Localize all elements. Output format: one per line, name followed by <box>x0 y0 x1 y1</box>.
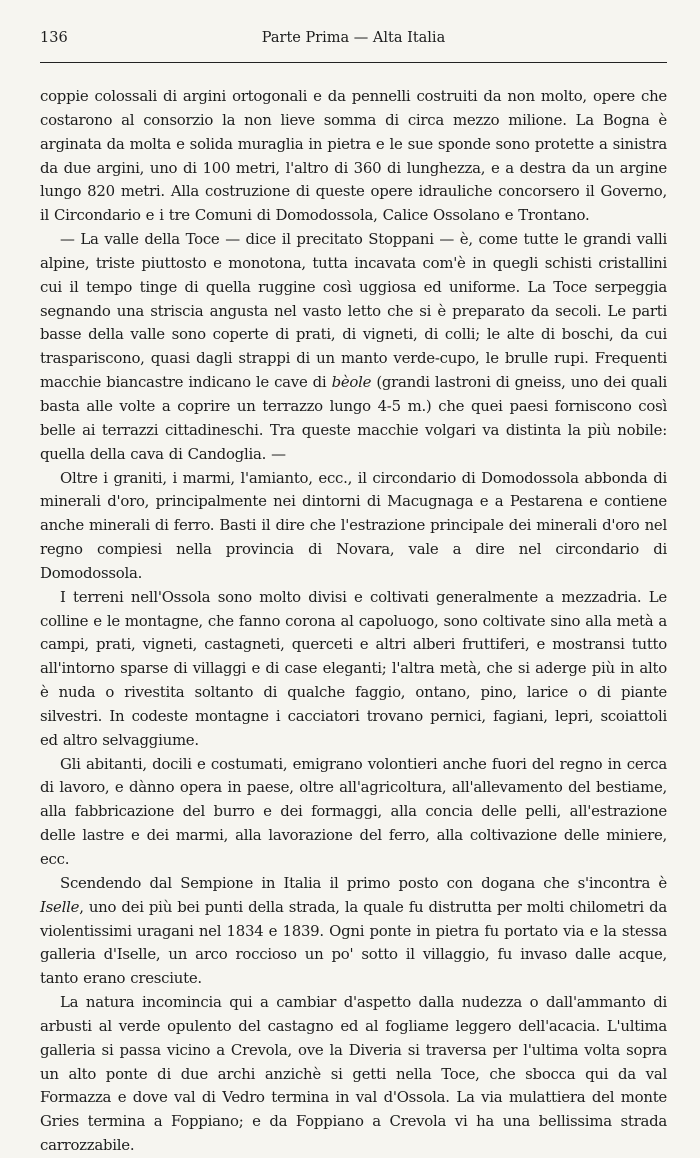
italic-term: bèole <box>331 373 372 392</box>
body-text <box>40 85 667 1158</box>
header-rule <box>40 62 667 63</box>
text-span: — La valle della Toce — dice il precitato Stoppani — è, come tutte le grandi valli alpine, triste piuttosto e monotona, tutta incavata com'è in quegli schisti cristallini cui il tempo tinge di quella ruggine così uggiosa ed uniforme. La Toce serpeggia segnando una striscia angusta nel vasto letto che si è preparato da secoli. Le parti basse della valle sono coperte di prati, di vigneti, di colli; le alte di boschi, da cui traspariscono, quasi dagli strappi di un manto verde-cupo, le brulle rupi. Frequenti macchie biancastre indicano le cave di <box>40 230 667 392</box>
text-span: , uno dei più bei punti della strada, la quale fu distrutta per molti chilometri da violentissimi uragani nel 1834 e 1839. Ogni ponte in pietra fu portato via e la stessa galleria d'Iselle, un arco roccioso un po' sotto il villaggio, fu invaso dalle acque, tanto erano cresciute. <box>40 897 667 988</box>
paragraph: La natura incomincia qui a cambiar d'aspetto dalla nudezza o dall'ammanto di arbusti al verde opulento del castagno ed al fogliame leggero dell'acacia. L'ultima galleria si passa vicino a Crevola, ove la Diveria si traversa per l'ultima volta sopra un alto ponte di due archi anzichè si getti nella Toce, che sbocca qui da val Formazza e dove val di Vedro termina in val d'Ossola. La via mulattiera del monte Gries termina a Foppiano; e da Foppiano a Crevola vi ha una bellissima strada carrozzabile. <box>40 993 667 1155</box>
paragraph <box>40 872 667 991</box>
paragraph: Gli abitanti, docili e costumati, emigrano volontieri anche fuori del regno in cerca di lavoro, e dànno opera in paese, oltre all'agricoltura, all'allevamento del bestiame, alla fabbricazione del burro e dei formaggi, alla concia delle pelli, all'estrazione delle lastre e dei marmi, alla lavorazione del ferro, alla coltivazione delle miniere, ecc. <box>40 754 667 868</box>
paragraph: I terreni nell'Ossola sono molto divisi e coltivati generalmente a mezzadria. Le colline e le montagne, che fanno corona al capoluogo, sono coltivate sino alla metà a campi, prati, vigneti, castagneti, querceti e altri alberi fruttiferi, e mostransi tutto all'intorno sparse di villaggi e di case eleganti; l'altra metà, che si aderge più in alto è nuda o rivestita soltanto di qualche faggio, ontano, pino, larice o di piante silvestri. In codeste montagne i cacciatori trovano pernici, fagiani, lepri, scoiattoli ed altro selvaggiume. <box>40 587 667 749</box>
italic-term: Iselle <box>40 897 80 916</box>
paragraph: Oltre i graniti, i marmi, l'amianto, ecc., il circondario di Domodossola abbonda di minerali d'oro, principalmente nei dintorni di Macugnaga e a Pestarena e contiene anche minerali di ferro. Basti il dire che l'estrazione principale dei minerali d'oro nel regno compiesi nella provincia di Novara, vale a dire nel circondario di Domodossola. <box>40 468 667 582</box>
paragraph <box>40 228 667 466</box>
book-page <box>40 30 667 1158</box>
text-span: Scendendo dal Sempione in Italia il primo posto con dogana che s'incontra è <box>60 873 667 892</box>
page-header <box>40 30 667 54</box>
paragraph: coppie colossali di argini ortogonali e da pennelli costruiti da non molto, opere che costarono al consorzio la non lieve somma di circa mezzo milione. La Bogna è arginata da molta e solida muraglia in pietra e le sue sponde sono protette a sinistra da due argini, uno di 100 metri, l'altro di 360 di lunghezza, e a destra da un argine lungo 820 metri. Alla costruzione di queste opere idrauliche concorsero il Governo, il Circondario e i tre Comuni di Domodossola, Calice Ossolano e Trontano. <box>40 87 667 225</box>
text-span: (grandi lastroni di gneiss, uno dei quali basta alle volte a coprire un terrazzo lungo 4-5 m.) che quei paesi forniscono così belle ai terrazzi cittadineschi. Tra queste macchie volgari va distinta la più nobile: quella della cava di Candoglia. — <box>40 373 668 463</box>
page-number: 136 <box>40 30 68 46</box>
running-title: Parte Prima — Alta Italia <box>261 30 446 46</box>
